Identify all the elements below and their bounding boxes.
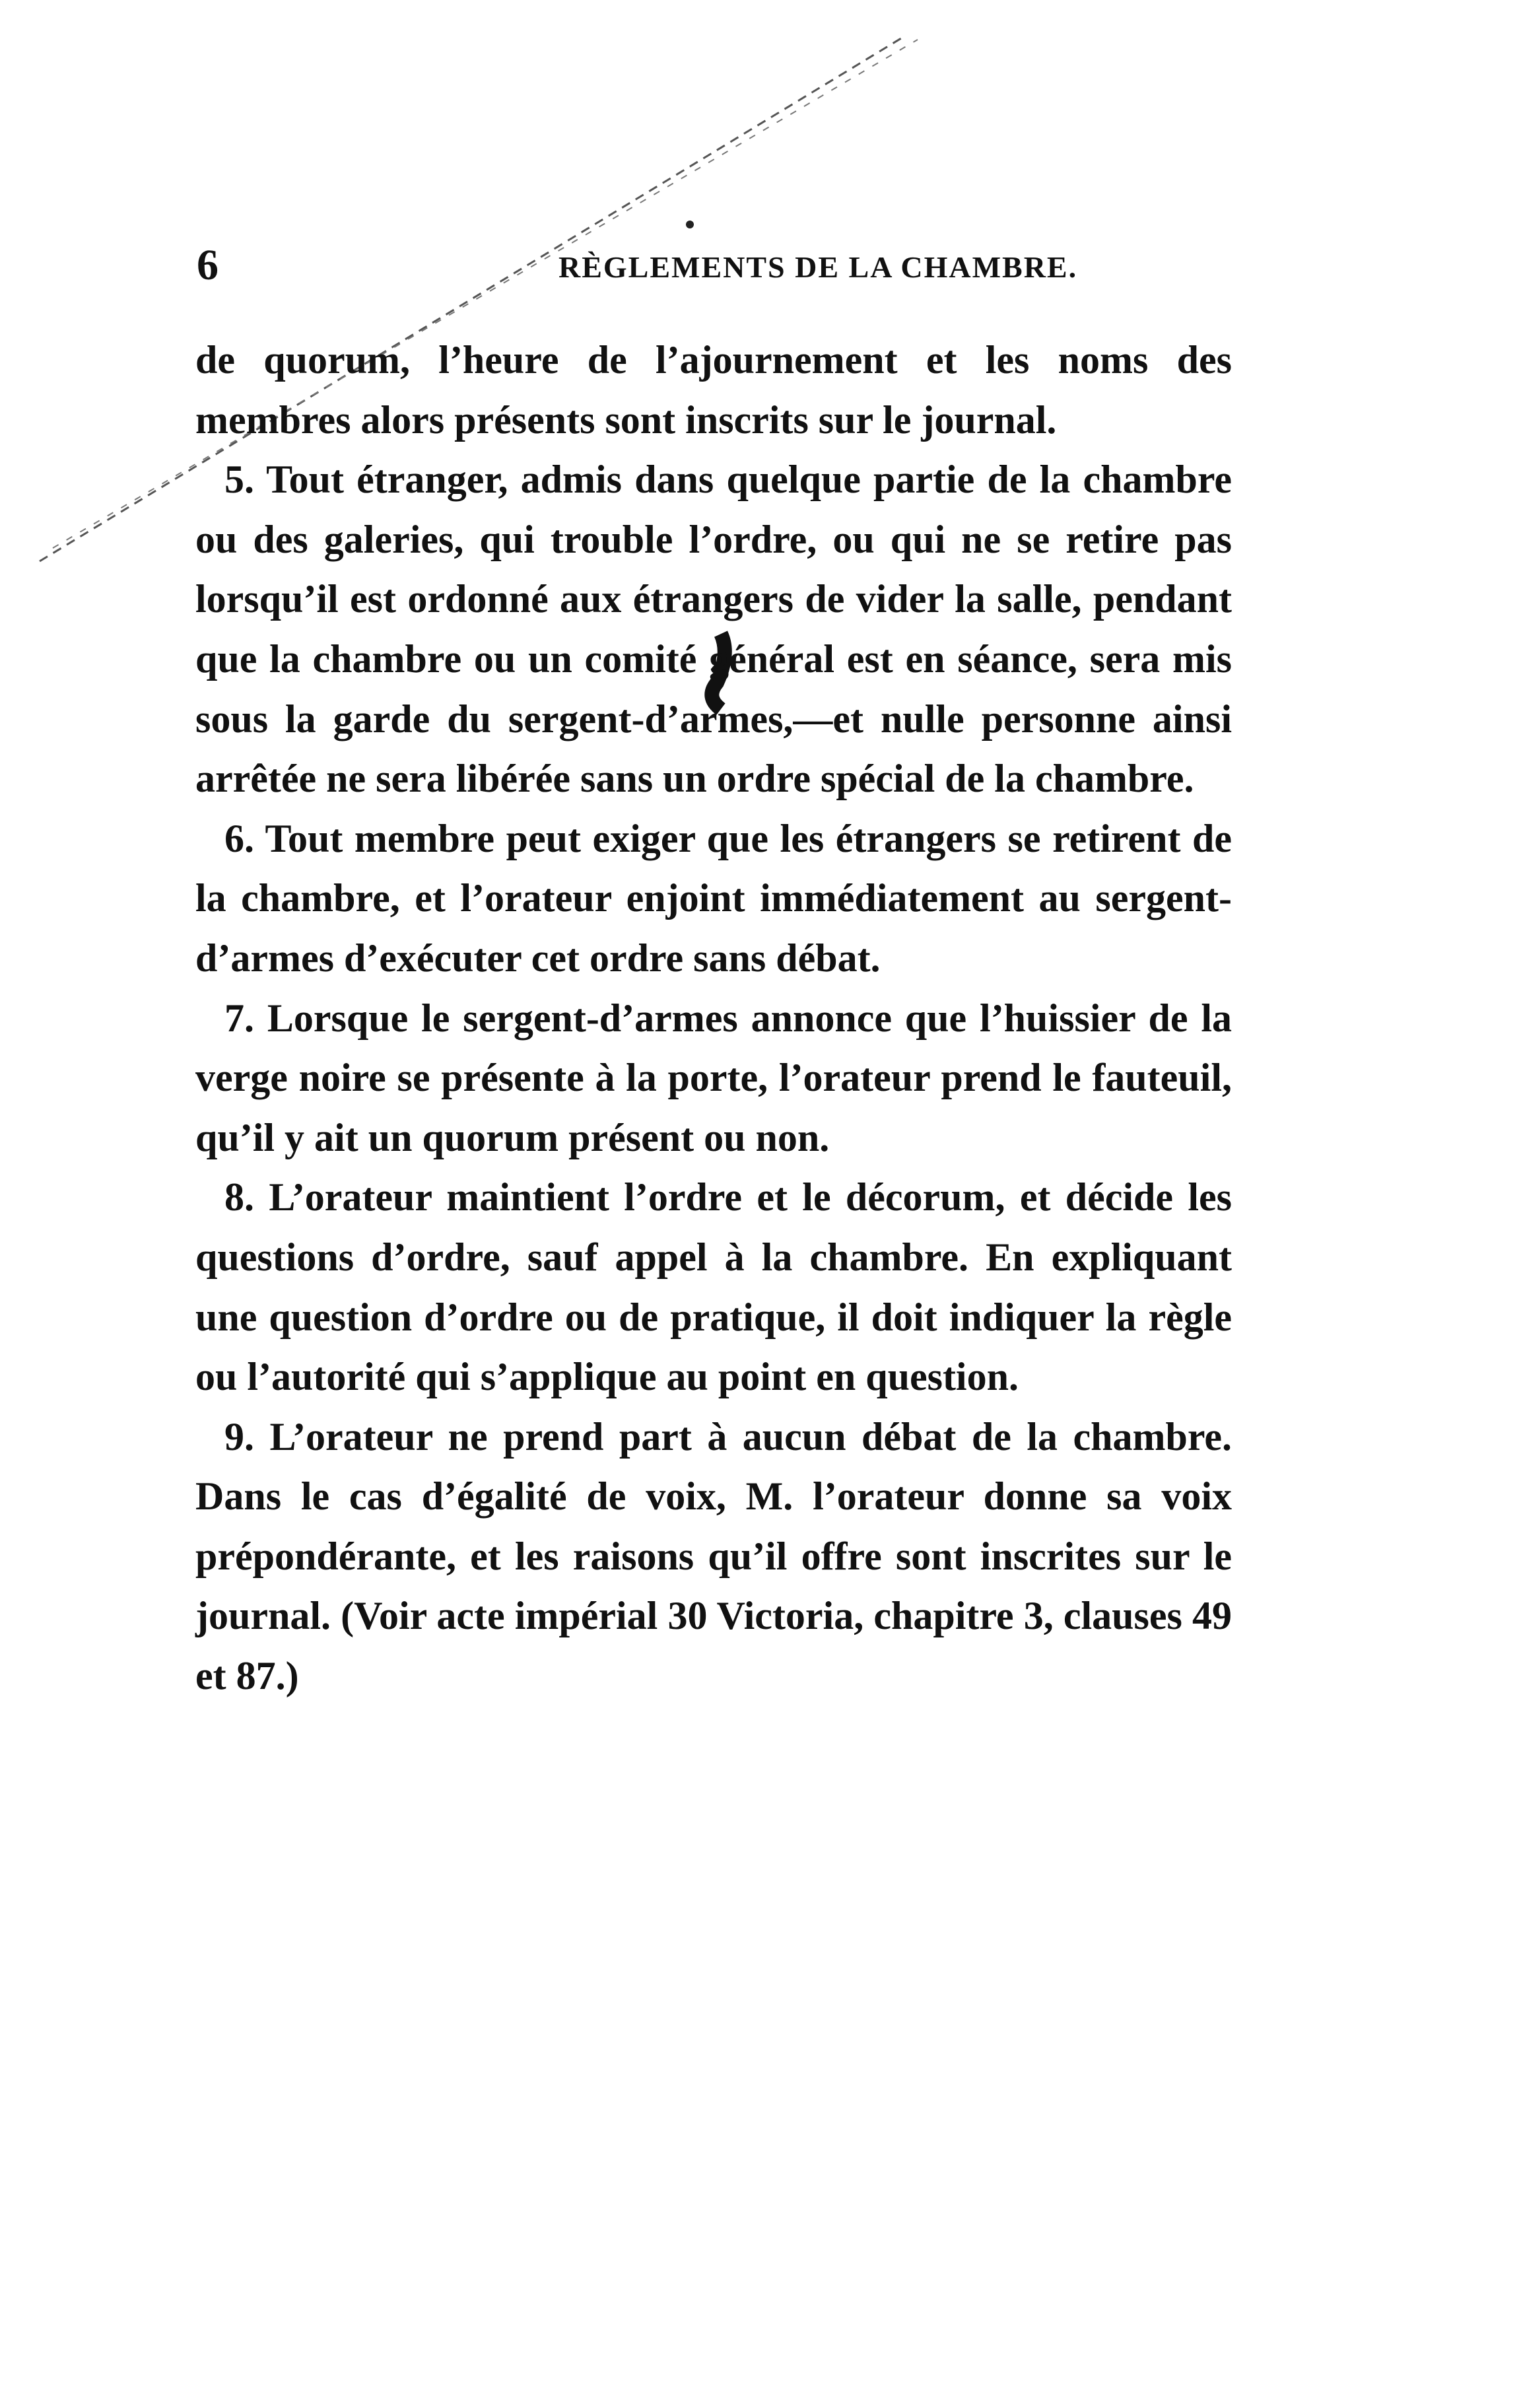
article-7: [195, 988, 1232, 1168]
article-text: L’orateur maintient l’ordre et le décorum, et décide les questions d’ordre, sauf appel à la chambre. En expliquant une question d’ordre ou de pratique, il doit indiquer la règle ou l’autorité qui s’applique au point en question.: [195, 1175, 1232, 1399]
article-number: 7.: [224, 996, 254, 1040]
article-number: 5.: [224, 458, 254, 502]
article-text: L’orateur ne prend part à aucun débat de la chambre. Dans le cas d’égalité de voix, M. l’orateur donne sa voix prépondérante, et les raisons qu’il offre sont inscrites sur le journal. (Voir acte impérial 30 Victoria, chapitre 3, clauses 49 et 87.): [195, 1414, 1233, 1698]
article-5: [195, 450, 1232, 809]
continuation-paragraph: de quorum, l’heure de l’ajournement et les noms des membres alors présents sont inscrits sur le journal.: [195, 338, 1232, 442]
page-number: 6: [197, 241, 219, 289]
article-text: Tout membre peut exiger que les étrangers se retirent de la chambre, et l’orateur enjoint immédiatement au sergent-d’armes d’exécuter cet ordre sans débat.: [195, 816, 1232, 980]
article-6: [195, 809, 1232, 988]
article-number: 6.: [224, 816, 254, 860]
article-text: Lorsque le sergent-d’armes annonce que l’huissier de la verge noire se présente à la porte, l’orateur prend le fauteuil, qu’il y ait un quorum présent ou non.: [195, 996, 1233, 1159]
article-9: [195, 1407, 1232, 1706]
running-title: RÈGLEMENTS DE LA CHAMBRE.: [558, 250, 1078, 284]
article-number: 9.: [224, 1414, 254, 1459]
article-text: Tout étranger, admis dans quelque partie de la chambre ou des galeries, qui trouble l’ordre, ou qui ne se retire pas lorsqu’il est ordonné aux étrangers de vider la salle, pendant que la chambre ou un comité général est en séance, sera mis sous la garde du sergent-d’armes,—et nulle personne ainsi arrêtée ne sera libérée sans un ordre spécial de la chambre.: [195, 458, 1232, 801]
page-header: [197, 239, 1232, 292]
body-text: [195, 330, 1232, 1706]
article-number: 8.: [224, 1175, 254, 1220]
article-8: [195, 1167, 1232, 1406]
